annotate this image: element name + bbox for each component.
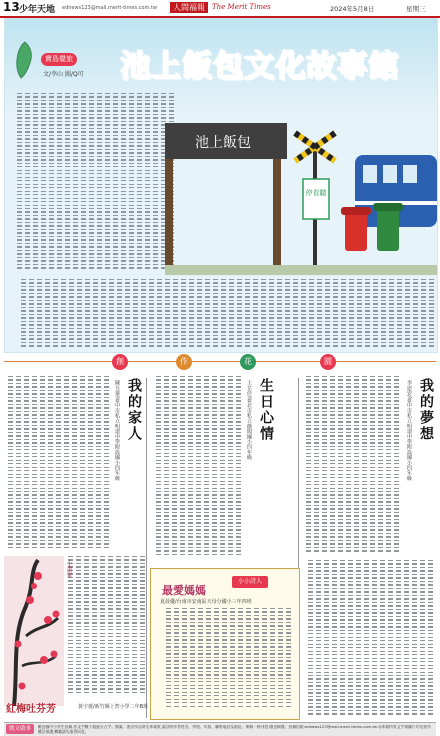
text-column xyxy=(322,376,327,554)
text-column xyxy=(92,556,97,695)
feature-body-text-lower xyxy=(15,279,435,349)
poem-author: 夏晨優/台南市安南區天母分國小三年四班 xyxy=(160,599,252,605)
text-column xyxy=(197,279,202,349)
text-column xyxy=(316,560,321,717)
text-column xyxy=(349,279,354,349)
text-column xyxy=(221,279,226,349)
art-side-label: 小畫家 xyxy=(65,560,72,578)
text-column xyxy=(286,608,291,709)
text-column xyxy=(65,93,70,271)
text-column xyxy=(156,376,161,557)
text-column xyxy=(108,556,113,695)
text-column xyxy=(253,279,258,349)
text-column xyxy=(96,376,101,550)
text-column xyxy=(386,376,391,554)
text-column xyxy=(37,279,42,349)
text-column xyxy=(97,93,102,271)
text-column xyxy=(32,376,37,550)
art-credit: 黃宇蓮/新竹縣上智小學二年B班 xyxy=(78,704,149,710)
text-column xyxy=(246,608,251,709)
column-badge: 寶島覺旅 xyxy=(41,53,77,66)
text-column xyxy=(220,376,225,557)
poem-title: 最愛媽媽 xyxy=(162,584,206,597)
text-column xyxy=(372,560,377,717)
text-column xyxy=(76,556,81,695)
text-column xyxy=(301,279,306,349)
text-column xyxy=(254,608,259,709)
feature-article xyxy=(4,18,438,353)
feature-byline: 文/李山 圖/Q可 xyxy=(43,71,84,78)
text-column xyxy=(364,560,369,717)
text-column xyxy=(196,376,201,557)
text-column xyxy=(100,556,105,695)
text-column xyxy=(412,560,417,717)
text-column xyxy=(228,376,233,557)
page-number: 13 xyxy=(3,0,20,14)
red-mailbox xyxy=(345,211,367,251)
article-body-my-dream xyxy=(300,376,400,556)
article-title-my-dream: 我的夢想 xyxy=(418,378,434,442)
text-column xyxy=(357,279,362,349)
band-char-2: 作 xyxy=(176,354,192,370)
text-column xyxy=(174,608,179,709)
text-column xyxy=(229,279,234,349)
text-column xyxy=(56,376,61,550)
text-column xyxy=(25,93,30,271)
text-column xyxy=(85,279,90,349)
text-column xyxy=(165,279,170,349)
section-email: ednews123@mail.merit-times.com.tw xyxy=(62,5,157,11)
text-column xyxy=(277,279,282,349)
text-column xyxy=(362,376,367,554)
article-body-birthday xyxy=(150,376,242,561)
text-column xyxy=(285,279,290,349)
text-column xyxy=(365,279,370,349)
issue-weekday: 星期三 xyxy=(406,5,426,13)
text-column xyxy=(45,279,50,349)
paper-logo: 人間福報 xyxy=(170,2,208,13)
text-column xyxy=(338,376,343,554)
crossing-sign-text: 停看聽 xyxy=(305,189,327,197)
text-column xyxy=(325,279,330,349)
text-column xyxy=(113,93,118,271)
text-column xyxy=(389,279,394,349)
text-column xyxy=(413,279,418,349)
text-column xyxy=(373,279,378,349)
text-column xyxy=(270,608,275,709)
text-column xyxy=(57,93,62,271)
article-body-my-family xyxy=(6,376,110,551)
section-name: 少年天地 xyxy=(19,5,56,15)
text-column xyxy=(346,376,351,554)
text-column xyxy=(24,376,29,550)
text-column xyxy=(222,608,227,709)
footer-text: 歡迎國中小學生投稿,作文字數不超過五百字。繪畫、書法作品寄至本報收,請註明作者姓名、學校、年級、聯絡電話及地址。來稿一經刊登,贈送稿費。投稿信箱:ednews123@mail.merit-times.com.tw ◎本報所有文字與圖片均受著作權法保護,轉載請先取得同意。 xyxy=(38,725,431,734)
text-column xyxy=(190,608,195,709)
band-line xyxy=(4,361,436,362)
footer-label: 徵文啟事 xyxy=(6,724,34,734)
issue-date: 2024年5月8日 xyxy=(330,5,375,13)
text-column xyxy=(72,376,77,550)
text-column xyxy=(278,608,283,709)
text-column xyxy=(236,376,241,557)
article-body-my-family-cont xyxy=(68,556,146,696)
text-column xyxy=(340,560,345,717)
text-column xyxy=(293,279,298,349)
text-column xyxy=(69,279,74,349)
text-column xyxy=(149,279,154,349)
text-column xyxy=(333,279,338,349)
plum-blossom-painting xyxy=(4,556,64,706)
text-column xyxy=(21,279,26,349)
text-column xyxy=(172,376,177,557)
text-column xyxy=(40,376,45,550)
text-column xyxy=(420,560,425,717)
text-column xyxy=(324,560,329,717)
station-illustration xyxy=(165,115,437,275)
text-column xyxy=(238,608,243,709)
text-column xyxy=(124,556,129,695)
text-column xyxy=(16,376,21,550)
text-column xyxy=(29,279,34,349)
text-column xyxy=(53,279,58,349)
text-column xyxy=(104,376,109,550)
art-title: 紅梅吐芬芳 xyxy=(6,704,56,715)
text-column xyxy=(105,93,110,271)
text-column xyxy=(89,93,94,271)
text-column xyxy=(64,376,69,550)
text-column xyxy=(77,279,82,349)
text-column xyxy=(396,560,401,717)
text-column xyxy=(214,608,219,709)
text-column xyxy=(388,560,393,717)
text-column xyxy=(117,279,122,349)
text-column xyxy=(397,279,402,349)
text-column xyxy=(93,279,98,349)
crossing-sign xyxy=(303,179,329,219)
text-column xyxy=(205,279,210,349)
poem-tag: 小小詩人 xyxy=(232,576,268,588)
feature-body-text xyxy=(15,93,175,273)
text-column xyxy=(164,376,169,557)
text-column xyxy=(153,93,158,271)
text-column xyxy=(125,279,130,349)
text-column xyxy=(121,93,126,271)
text-column xyxy=(308,560,313,717)
article-author-birthday: 王芷佳/臺北市私立薇閣國小四年級 xyxy=(246,380,252,460)
text-column xyxy=(428,560,433,717)
text-column xyxy=(109,279,114,349)
text-column xyxy=(314,376,319,554)
text-column xyxy=(332,560,337,717)
text-column xyxy=(166,608,171,709)
poem-body xyxy=(160,608,292,712)
text-column xyxy=(81,93,86,271)
text-column xyxy=(381,279,386,349)
text-column xyxy=(330,376,335,554)
text-column xyxy=(404,560,409,717)
text-column xyxy=(405,279,410,349)
article-author-my-dream: 李恩安/臺中市私立明道中學附設國小四年級 xyxy=(406,380,412,481)
text-column xyxy=(421,279,426,349)
text-column xyxy=(348,560,353,717)
text-column xyxy=(61,279,66,349)
station-sign-text: 池上飯包 xyxy=(195,135,251,151)
text-column xyxy=(213,279,218,349)
text-column xyxy=(137,93,142,271)
green-mailbox xyxy=(377,207,399,251)
text-column xyxy=(8,376,13,550)
band-char-1: 創 xyxy=(112,354,128,370)
article-title-my-family: 我的家人 xyxy=(126,378,142,442)
article-body-my-dream-cont xyxy=(302,560,434,718)
text-column xyxy=(306,376,311,554)
text-column xyxy=(116,556,121,695)
creative-garden-band xyxy=(4,352,436,372)
text-column xyxy=(101,279,106,349)
text-column xyxy=(141,279,146,349)
text-column xyxy=(354,376,359,554)
article-title-birthday: 生日心情 xyxy=(258,378,274,442)
text-column xyxy=(204,376,209,557)
text-column xyxy=(157,279,162,349)
text-column xyxy=(17,93,22,271)
text-column xyxy=(48,376,53,550)
text-column xyxy=(317,279,322,349)
text-column xyxy=(230,608,235,709)
text-column xyxy=(212,376,217,557)
text-column xyxy=(88,376,93,550)
text-column xyxy=(84,556,89,695)
text-column xyxy=(262,608,267,709)
text-column xyxy=(429,279,434,349)
text-column xyxy=(188,376,193,557)
text-column xyxy=(181,279,186,349)
text-column xyxy=(206,608,211,709)
text-column xyxy=(73,93,78,271)
feature-title: 池上飯包文化故事館 xyxy=(120,49,399,84)
text-column xyxy=(237,279,242,349)
text-column xyxy=(132,556,137,695)
text-column xyxy=(356,560,361,717)
text-column xyxy=(370,376,375,554)
text-column xyxy=(180,376,185,557)
text-column xyxy=(80,376,85,550)
text-column xyxy=(133,279,138,349)
text-column xyxy=(341,279,346,349)
text-column xyxy=(309,279,314,349)
text-column xyxy=(394,376,399,554)
text-column xyxy=(380,560,385,717)
text-column xyxy=(261,279,266,349)
column-divider xyxy=(146,378,147,718)
text-column xyxy=(129,93,134,271)
text-column xyxy=(189,279,194,349)
text-column xyxy=(378,376,383,554)
taiwan-island-icon xyxy=(13,41,35,79)
article-author-my-family: 陳昱蓁/臺中市私立明道中學附設國小四年級 xyxy=(114,380,120,481)
page-header xyxy=(0,0,440,18)
text-column xyxy=(245,279,250,349)
text-column xyxy=(140,556,145,695)
text-column xyxy=(41,93,46,271)
call-for-submissions xyxy=(4,722,436,736)
band-char-4: 園 xyxy=(320,354,336,370)
text-column xyxy=(33,93,38,271)
text-column xyxy=(198,608,203,709)
text-column xyxy=(182,608,187,709)
text-column xyxy=(49,93,54,271)
band-char-3: 花 xyxy=(240,354,256,370)
text-column xyxy=(145,93,150,271)
paper-english-name: The Merit Times xyxy=(212,3,271,11)
text-column xyxy=(269,279,274,349)
text-column xyxy=(173,279,178,349)
